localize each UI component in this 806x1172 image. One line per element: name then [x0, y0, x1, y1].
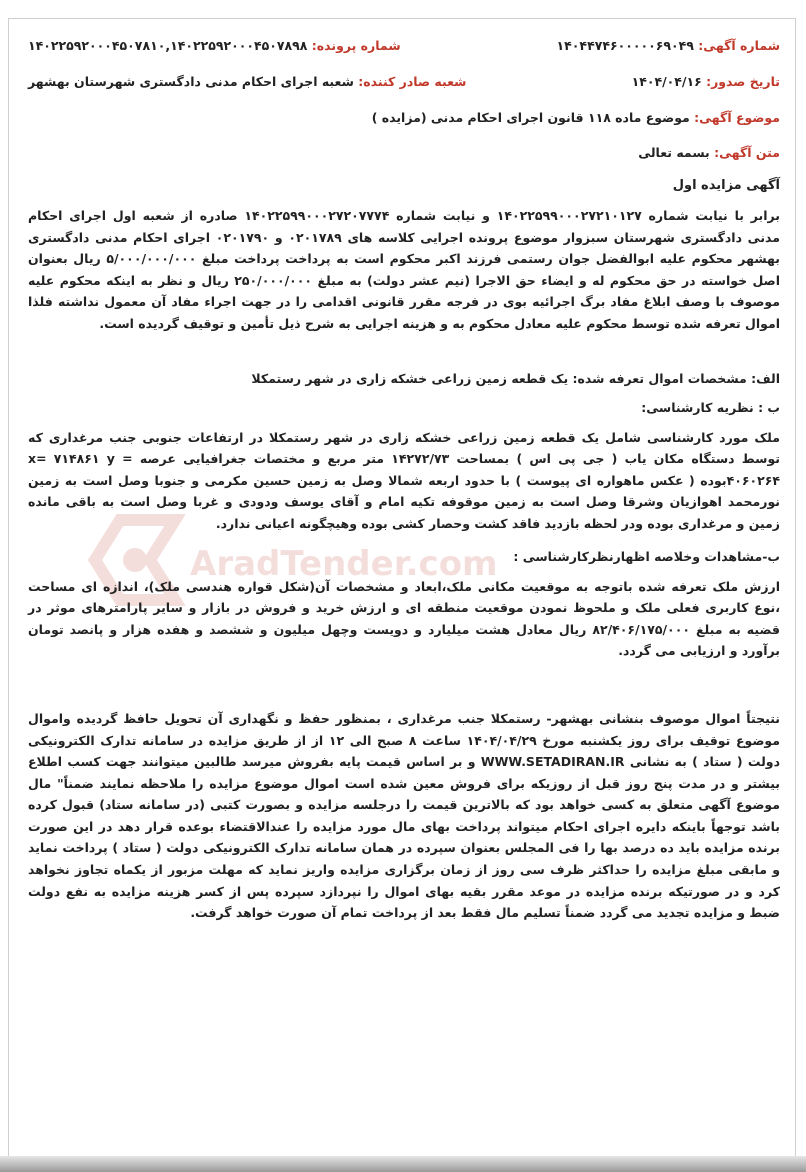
case-number-value: ۱۴۰۲۲۵۹۲۰۰۰۴۵۰۷۸۱۰,۱۴۰۲۲۵۹۲۰۰۰۴۵۰۷۸۹۸: [28, 38, 308, 53]
watermark-text: AradTender.com: [190, 544, 498, 584]
subject-line: [28, 110, 780, 125]
conclusion-paragraph: نتیجتاً اموال موصوف بنشانی بهشهر- رستمکلا جنب مرغداری ، بمنظور حفظ و نگهداری آن تحویل حافظ گردیده واموال موضوع توقیف برای روز یکشنبه مورخ ۱۴۰۴/۰۴/۲۹ ساعت ۸ صبح الی ۱۲ از از طریق مزایده در سامانه تدارک الکترونیکی دولت ( ستاد ) به نشانی WWW.SETADIRAN.IR و بر اساس قیمت پایه بفروش میرسد طالبین میتوانند جهت کسب اطلاع بیشتر و در مدت پنج روز قبل از روزیکه برای فروش معین شده است اموال موضوع مزایده را ملاحظه نمایند ضمناً" مال موضوع آگهی متعلق به کسی خواهد بود که بالاترین قیمت را درجلسه مزایده و بصورت کتبی (در سامانه ستاد) قبول کرده باشد توجهاً باینکه دایره اجرای احکام میتواند پرداخت بهای مال مورد مزایده را عندالاقتضاء بوعده قرار دهد در این صورت برنده مزایده باید ده درصد بها را فی المجلس بعنوان سپرده در همان سامانه تدارک الکترونیکی دولت ( ستاد ) پرداخت نماید و مابقی مبلغ مزایده را حداکثر ظرف سی روز از زمان برگزاری مزایده واریز نماید که مهلت مزبور از یکماه تجاوز نخواهد کرد و در صورتیکه برنده مزایده در موعد مقرر بقیه بهای اموال را نپردازد سپرده پس از کسر هزینه مزایده به نفع دولت ضبط و مزایده تجدید می گردد ضمناً تسلیم مال فقط بعد از پرداخت تمام آن صورت خواهد گرفت.: [28, 710, 781, 921]
case-number-field: [28, 38, 401, 53]
issuer-value: شعبه اجرای احکام مدنی دادگستری شهرستان بهشهر: [28, 74, 354, 89]
issue-date-field: [632, 74, 780, 89]
property-heading: الف: مشخصات اموال تعرفه شده: یک قطعه زمین زراعی خشکه زاری در شهر رستمکلا: [251, 370, 780, 386]
issuer-field: [28, 74, 466, 89]
case-number-label: شماره پرونده:: [311, 38, 401, 53]
subject-label: موضوع آگهی:: [694, 110, 780, 125]
bottom-edge-shade: [0, 1156, 806, 1172]
text-line: [28, 145, 780, 160]
text-label: متن آگهی:: [714, 145, 780, 160]
issue-date-label: تاریخ صدور:: [706, 74, 780, 89]
intro-paragraph: برابر با نیابت شماره ۱۴۰۲۲۵۹۹۰۰۰۲۷۲۱۰۱۲۷ و نیابت شماره ۱۴۰۲۲۵۹۹۰۰۰۲۷۲۰۷۷۷۴ صادره از شعبه اول اجرای احکام مدنی دادگستری شهرستان سبزوار موضوع پرونده اجرایی کلاسه های ۰۲۰۱۷۸۹ و ۰۲۰۱۷۹۰ اجرای احکام مدنی دادگستری بهشهر محکوم علیه ابوالفضل جوان رستمی فرزند اکبر محکوم است به پرداخت پرداخت مبلغ ۵/۰۰۰/۰۰۰/۰۰۰ ریال بعنوان اصل خواسته در حق محکوم له و ایضاء حق الاجرا (نیم عشر دولت) به مبلغ ۲۵۰/۰۰۰/۰۰۰ ریال و نظر به اینکه محکوم علیه موصوف با وصف ابلاغ مفاد برگ اجرائیه بوی در فرجه مقرر قانونی اقدامی را در جهت اجراء مفاد آن معمول نداشته فلذا اموال تعرفه شده توسط محکوم علیه معادل محکوم به و هزینه اجرایی به شرح ذیل تأمین و توقیف گردیده است.: [28, 208, 781, 331]
issuer-label: شعبه صادر کننده:: [358, 74, 467, 89]
observations-paragraph: ارزش ملک تعرفه شده باتوجه به موقعیت مکانی ملک،ابعاد و مشخصات آن(شکل قواره هندسی ملک)، اندازه ای مساحت ،نوع کاربری فعلی ملک و ملحوظ نمودن موقعیت منطقه ای و ارزش خرید و فروش در بازار و سایر پارامترهای موثر در قضیه به مبلغ ۸۲/۴۰۶/۱۷۵/۰۰۰ ریال معادل هشت میلیارد و دویست وچهل میلیون و ششصد و هفده هزار و پانصد تومان برآورد و ارزیابی می گردد.: [28, 578, 780, 659]
ad-number-value: ۱۴۰۴۴۷۴۶۰۰۰۰۰۶۹۰۴۹: [556, 38, 694, 53]
expert-heading: ب : نظریه کارشناسی:: [641, 399, 780, 415]
notice-document: [28, 32, 780, 924]
text-intro: بسمه تعالی: [638, 145, 710, 160]
issue-date-value: ۱۴۰۴/۰۴/۱۶: [631, 74, 702, 89]
meta-row-issuer: [28, 68, 780, 94]
observations-heading: ب-مشاهدات وخلاصه اظهارنظرکارشناسی :: [513, 548, 780, 564]
expert-paragraph: ملک مورد کارشناسی شامل یک قطعه زمین زراعی خشکه زاری در شهر رستمکلا در ارتفاعات جنوبی جنب مرغداری که توسط دستگاه مکان یاب ( جی پی اس ) بمساحت ۱۴۲۷۲/۷۳ متر مربع و مختصات جغرافیایی عرصه x= ۷۱۴۸۶۱ y = ۴۰۶۰۲۶۴بوده ( عکس ماهواره ای پیوست ) با حدود اربعه شمالا وصل به زمین حسین مکرمی و جنوبا وصل است به زمین نورمحمد اهوازیان وشرقا وصل است به زمین موقوفه تکیه امام و آقای یوسف ودودی و غربا وصل است به باقی مانده زمین و مرغداری بوده ودر لحظه بازدید فاقد کشت وحصار کشی بوده وهیچگونه اعیانی ندارد.: [28, 429, 780, 531]
subject-value: موضوع ماده ۱۱۸ قانون اجرای احکام مدنی (مزایده ): [371, 110, 690, 125]
meta-row-numbers: [28, 32, 780, 58]
ad-number-field: [557, 38, 780, 53]
notice-title: آگهی مزایده اول: [672, 178, 780, 193]
ad-number-label: شماره آگهی:: [698, 38, 780, 53]
